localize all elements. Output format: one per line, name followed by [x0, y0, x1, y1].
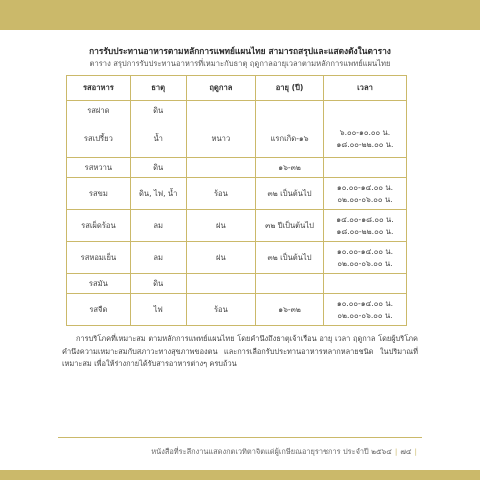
table-row — [67, 242, 407, 274]
cell-season: ฝน — [186, 242, 256, 274]
footer-separator: | — [394, 447, 398, 456]
cell-time-line-2: ๑๘.๐๐-๒๒.๐๐ น. — [336, 139, 394, 149]
cell-season: หนาว — [186, 121, 256, 158]
table-row — [67, 158, 407, 178]
cell-element: ดิน, ไฟ, น้ำ — [130, 178, 186, 210]
top-accent-band — [0, 0, 480, 30]
cell-time-line-1: ๑๐.๐๐-๑๔.๐๐ น. — [336, 182, 394, 192]
cell-time-line-1: ๖.๐๐-๑๐.๐๐ น. — [339, 127, 391, 137]
table-row — [67, 210, 407, 242]
cell-time — [323, 274, 406, 294]
cell-time — [323, 178, 406, 210]
header-age: อายุ (ปี) — [256, 76, 324, 101]
cell-age: ๑๖-๓๒ — [256, 158, 324, 178]
cell-time — [323, 158, 406, 178]
footer-separator: | — [414, 447, 417, 456]
page-number: ๗๔ — [400, 447, 412, 456]
cell-age: ๓๒ เป็นต้นไป — [256, 242, 324, 274]
cell-season — [186, 101, 256, 121]
cell-age: ๓๒ ปีเป็นต้นไป — [256, 210, 324, 242]
header-taste: รสอาหาร — [67, 76, 131, 101]
cell-taste: รสขม — [67, 178, 131, 210]
footer-divider — [58, 437, 422, 438]
table-row — [67, 121, 407, 158]
cell-taste: รสเปรี้ยว — [67, 121, 131, 158]
cell-time — [323, 121, 406, 158]
cell-element: ดิน — [130, 274, 186, 294]
cell-age — [256, 274, 324, 294]
cell-taste: รสจืด — [67, 294, 131, 326]
header-element: ธาตุ — [130, 76, 186, 101]
cell-season: ร้อน — [186, 294, 256, 326]
table-row — [67, 101, 407, 121]
cell-element: น้ำ — [130, 121, 186, 158]
cell-age: ๑๖-๓๒ — [256, 294, 324, 326]
bottom-accent-band — [0, 470, 480, 480]
cell-taste: รสเผ็ดร้อน — [67, 210, 131, 242]
diet-table — [66, 75, 407, 326]
page-footer — [151, 446, 420, 458]
cell-time-line-1: ๑๐.๐๐-๑๔.๐๐ น. — [336, 298, 394, 308]
cell-time — [323, 101, 406, 121]
cell-element: ดิน — [130, 158, 186, 178]
cell-season — [186, 274, 256, 294]
cell-time — [323, 210, 406, 242]
cell-element: ไฟ — [130, 294, 186, 326]
cell-season: ร้อน — [186, 178, 256, 210]
cell-age — [256, 101, 324, 121]
table-caption: ตาราง สรุปการรับประทานอาหารที่เหมาะกับธาตุ ฤดูกาลอายุเวลาตามหลักการแพทย์แผนไทย — [89, 59, 391, 68]
footer-title: หนังสือที่ระลึกงานแสดงกตเวทิตาจิตแด่ผู้เกษียณอายุราชการ ประจำปี ๒๕๖๔ — [151, 447, 392, 456]
cell-time-line-1: ๑๔.๐๐-๑๘.๐๐ น. — [336, 214, 394, 224]
cell-season: ฝน — [186, 210, 256, 242]
cell-taste: รสหอมเย็น — [67, 242, 131, 274]
cell-time-line-1: ๑๐.๐๐-๑๔.๐๐ น. — [336, 246, 394, 256]
cell-time — [323, 294, 406, 326]
header-season: ฤดูกาล — [186, 76, 256, 101]
cell-taste: รสฝาด — [67, 101, 131, 121]
cell-taste: รสหวาน — [67, 158, 131, 178]
cell-element: ลม — [130, 242, 186, 274]
cell-season — [186, 158, 256, 178]
cell-time-line-2: ๐๒.๐๐-๐๖.๐๐ น. — [337, 310, 393, 320]
cell-element: ดิน — [130, 101, 186, 121]
cell-time — [323, 242, 406, 274]
header-time: เวลา — [323, 76, 406, 101]
table-row — [67, 294, 407, 326]
cell-taste: รสมัน — [67, 274, 131, 294]
table-row — [67, 274, 407, 294]
cell-time-line-2: ๐๒.๐๐-๐๖.๐๐ น. — [337, 194, 393, 204]
cell-time-line-2: ๑๘.๐๐-๒๒.๐๐ น. — [336, 226, 394, 236]
cell-age: ๓๒ เป็นต้นไป — [256, 178, 324, 210]
cell-time-line-2: ๐๒.๐๐-๐๖.๐๐ น. — [337, 258, 393, 268]
cell-age: แรกเกิด-๑๖ — [256, 121, 324, 158]
cell-element: ลม — [130, 210, 186, 242]
table-header-row — [67, 76, 407, 101]
section-heading: การรับประทานอาหารตามหลักการแพทย์แผนไทย สามารถสรุปและแสดงดังในตาราง — [89, 46, 391, 56]
table-row — [67, 178, 407, 210]
body-paragraph: การบริโภคที่เหมาะสม ตามหลักการแพทย์แผนไทย โดยคำนึงถึงธาตุเจ้าเรือน อายุ เวลา ฤดูกาล โดยผู้บริโภคคำนึงความเหมาะสมกับสภาวะทางสุขภาพของตน และการเลือกรับประทานอาหารหลากหลายชนิด ในปริมาณที่เหมาะสม เพื่อให้ร่างกายได้รับสารอาหารต่างๆ ครบถ้วน — [62, 334, 418, 369]
